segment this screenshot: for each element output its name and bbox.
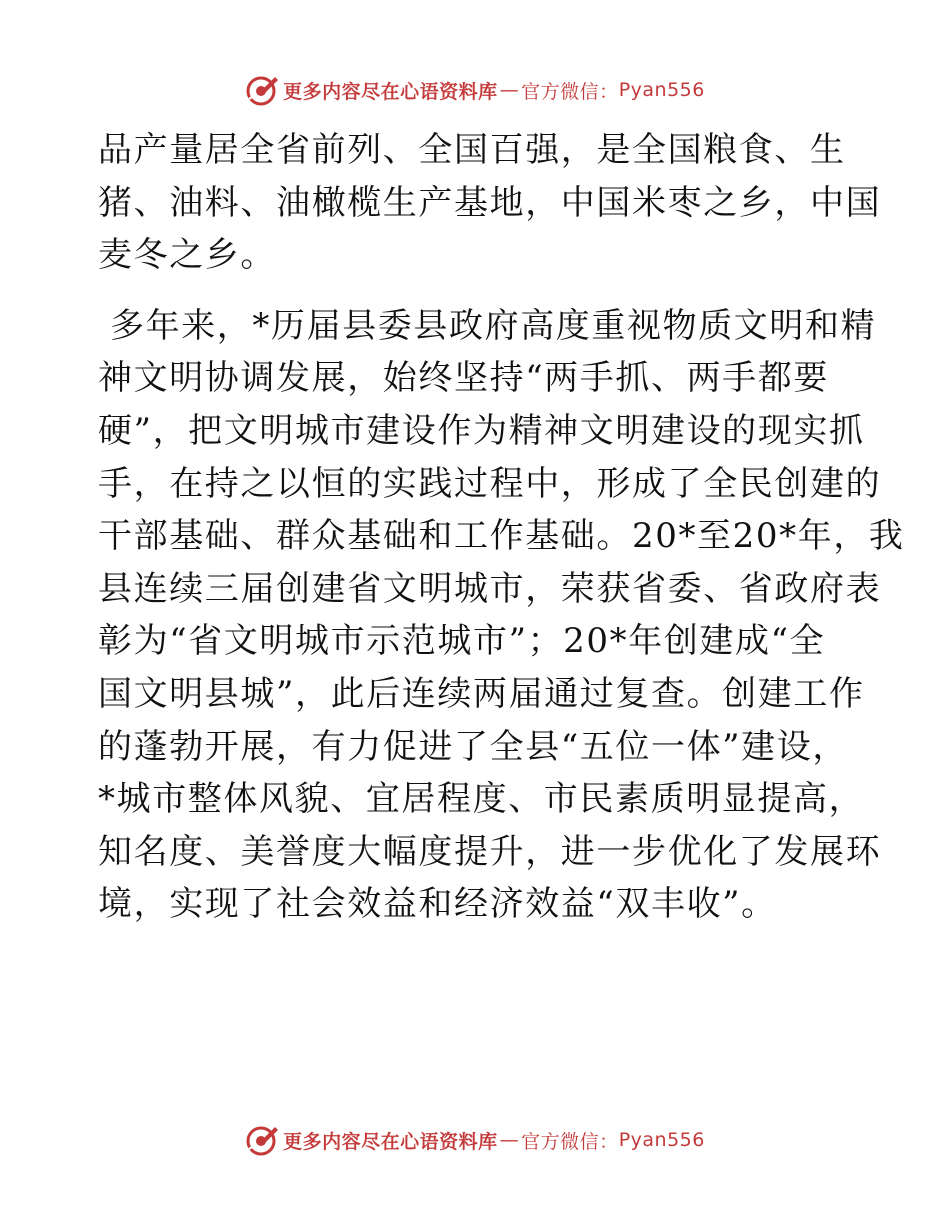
paragraph-2 bbox=[98, 300, 905, 931]
watermark-wechat-id: Pyan556 bbox=[618, 1129, 705, 1151]
text-line: 多年来，*历届县委县政府高度重视物质文明和精 bbox=[110, 305, 877, 346]
header-watermark bbox=[0, 70, 950, 110]
watermark-site-text: 更多内容尽在心语资料库 bbox=[283, 1130, 498, 1153]
paragraph-1 bbox=[98, 124, 882, 282]
text-line: 神文明协调发展，始终坚持“两手抓、两手都要 bbox=[98, 358, 829, 399]
text-line: 猪、油料、油橄榄生产基地，中国米枣之乡，中国 bbox=[98, 182, 882, 223]
text-line: 境，实现了社会效益和经济效益“双丰收”。 bbox=[98, 884, 777, 925]
pen-nib-logo-icon bbox=[245, 73, 279, 107]
footer-watermark bbox=[0, 1120, 950, 1160]
pen-nib-logo-icon bbox=[245, 1123, 279, 1157]
document-body bbox=[98, 124, 905, 931]
text-line: 手，在持之以恒的实践过程中，形成了全民创建的 bbox=[98, 463, 882, 504]
paragraph-spacer bbox=[98, 282, 858, 300]
text-line: 品产量居全省前列、全国百强，是全国粮食、生 bbox=[98, 130, 846, 170]
text-line: 国文明县城”，此后连续两届通过复查。创建工作 bbox=[98, 673, 865, 714]
text-line: 彰为“省文明城市示范城市”；20*年创建成“全 bbox=[98, 621, 826, 662]
text-line: *城市整体风貌、宜居程度、市民素质明显提高， bbox=[98, 779, 865, 820]
text-line: 干部基础、群众基础和工作基础。20*至20*年，我 bbox=[98, 516, 905, 557]
text-line: 的蓬勃开展，有力促进了全县“五位一体”建设， bbox=[98, 726, 848, 767]
watermark-site-text: 更多内容尽在心语资料库 bbox=[283, 80, 498, 103]
watermark-wechat-id: Pyan556 bbox=[618, 79, 705, 101]
watermark-separator: — bbox=[499, 79, 520, 101]
text-line: 麦冬之乡。 bbox=[98, 235, 276, 276]
text-line: 知名度、美誉度大幅度提升，进一步优化了发展环 bbox=[98, 831, 882, 872]
watermark-wechat-label: 官方微信： bbox=[521, 80, 619, 103]
watermark-wechat-label: 官方微信： bbox=[521, 1130, 619, 1153]
watermark-separator: — bbox=[499, 1129, 520, 1151]
text-line: 硬”，把文明城市建设作为精神文明建设的现实抓 bbox=[98, 410, 865, 451]
text-line: 县连续三届创建省文明城市，荣获省委、省政府表 bbox=[98, 568, 882, 609]
